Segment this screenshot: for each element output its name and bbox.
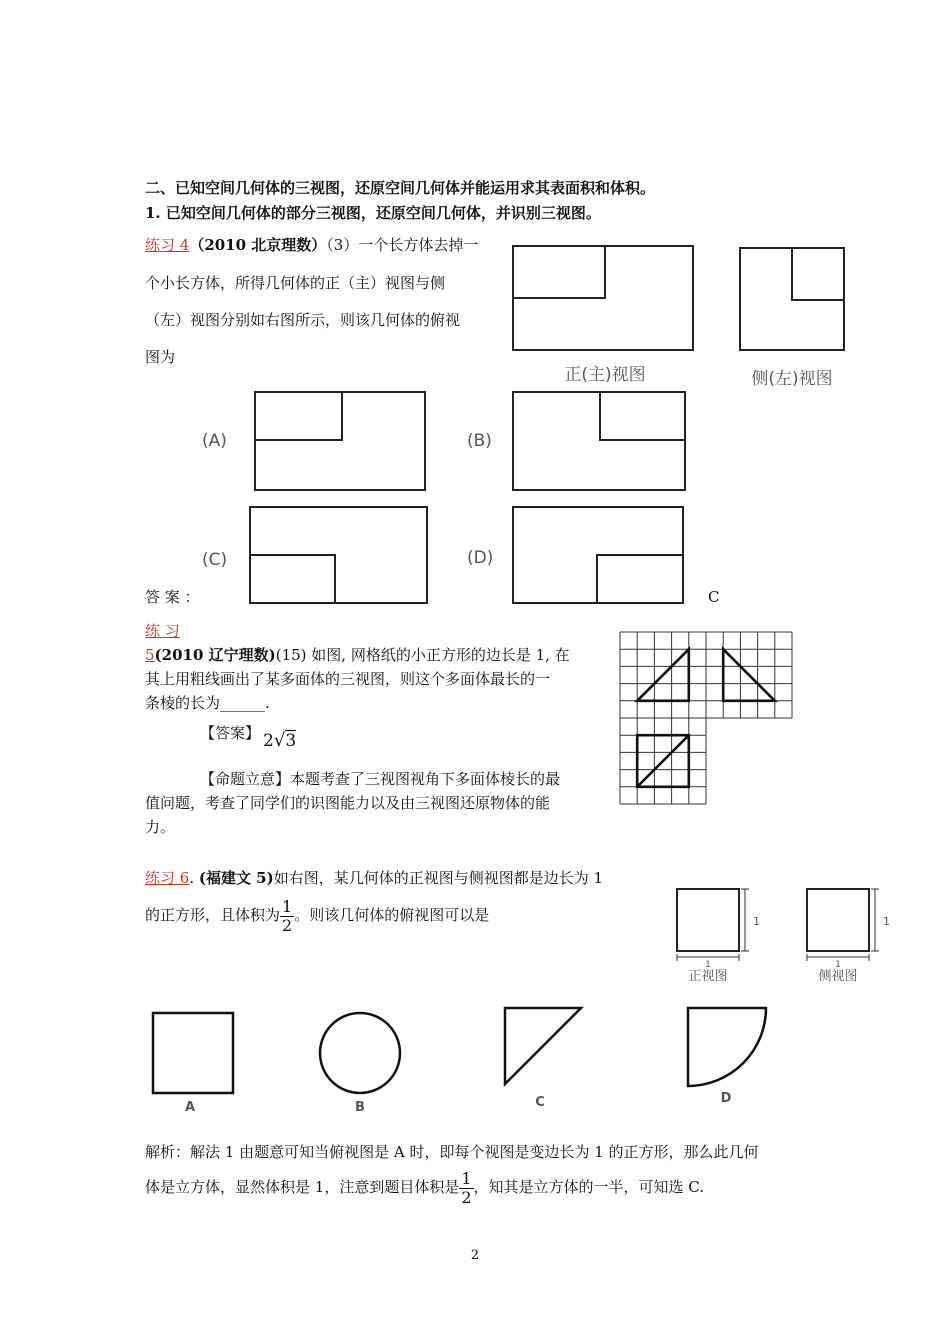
- ex6-option-a-figure[interactable]: [145, 1005, 245, 1115]
- ex5-line2: 其上用粗线画出了某多面体的三视图，则这个多面体最长的一: [145, 670, 551, 688]
- ex5-intent-line2: 值问题，考查了同学们的识图能力以及由三视图还原物体的能: [145, 794, 551, 812]
- ex4-front-view-figure: [505, 232, 705, 387]
- ex6-source: (福建文 5): [198, 869, 274, 887]
- ex4-line3: （左）视图分别如右图所示，则该几何体的俯视: [145, 311, 461, 329]
- ex4-source: （2010 北京理数）: [189, 236, 327, 254]
- ex5-source: (2010 辽宁理数): [154, 646, 276, 664]
- ex6-label[interactable]: 练习 6: [145, 869, 190, 887]
- subheading: 1. 已知空间几何体的部分三视图，还原空间几何体，并识别三视图。: [145, 204, 601, 222]
- ex4-option-d-figure[interactable]: [465, 503, 690, 607]
- ex6-side-view-figure: [795, 875, 905, 985]
- solution-fraction: $\frac{1}{2}$: [461, 1168, 472, 1207]
- ex4-answer-label: 答 案 ：: [145, 588, 200, 606]
- ex5-line3: 条棱的长为______.: [145, 694, 270, 712]
- solution-line2: 体是立方体，显然体积是 1，注意到题目体积是 $\frac{1}{2}$ ，知其是立方体的一半，可知选 C.: [145, 1168, 704, 1207]
- ex4-line1: 练习 4（2010 北京理数）（3）一个长方体去掉一: [145, 236, 479, 254]
- ex6-option-c-label: C: [535, 1095, 545, 1110]
- svg-text:1: 1: [705, 960, 711, 970]
- ex5-intent-line3: 力。: [145, 818, 176, 836]
- ex4-side-view-figure: [728, 232, 863, 392]
- ex6-option-d-label: D: [720, 1091, 732, 1106]
- ex4-option-c-figure[interactable]: [200, 503, 432, 607]
- ex4-line4: 图为: [145, 348, 176, 366]
- ex4-line2: 个小长方体，所得几何体的正（主）视图与侧: [145, 274, 446, 292]
- svg-text:1: 1: [753, 915, 760, 928]
- ex6-line1: 练习 6. (福建文 5)如右图，某几何体的正视图与侧视图都是边长为 1: [145, 869, 604, 887]
- ex4-answer-value: C: [708, 588, 720, 606]
- ex6-option-d-figure[interactable]: [680, 1000, 780, 1115]
- ex5-answer-tag: 【答案】: [200, 724, 261, 742]
- ex4-option-a-figure[interactable]: [200, 388, 432, 496]
- ex4-option-c-label: (C): [202, 550, 228, 570]
- ex6-option-c-figure[interactable]: [495, 1000, 595, 1115]
- ex6-side-caption: 侧视图: [818, 969, 858, 984]
- ex4-option-b-figure[interactable]: [465, 388, 690, 496]
- ex6-front-view-figure: [665, 875, 775, 985]
- ex6-option-a-label: A: [184, 1100, 196, 1115]
- ex4-label[interactable]: 练习 4: [145, 236, 190, 254]
- ex6-line2: 的正方形，且体积为 $\frac{1}{2}$ 。则该几何体的俯视图可以是: [145, 896, 490, 935]
- ex5-label[interactable]: 练 习: [145, 622, 180, 640]
- ex5-label-number[interactable]: 5: [145, 646, 155, 664]
- ex4-option-b-label: (B): [467, 431, 492, 451]
- ex4-side-caption: 侧(左)视图: [751, 369, 833, 389]
- ex6-option-b-label: B: [355, 1100, 365, 1115]
- svg-text:1: 1: [835, 960, 841, 970]
- ex5-line1: 5(2010 辽宁理数)(15) 如图, 网格纸的小正方形的边长是 1, 在: [145, 646, 570, 664]
- section-heading: 二、已知空间几何体的三视图，还原空间几何体并能运用求其表面积和体积。: [145, 179, 656, 197]
- ex5-intent-line1: 【命题立意】本题考查了三视图视角下多面体棱长的最: [200, 770, 561, 788]
- ex4-front-caption: 正(主)视图: [564, 365, 646, 385]
- ex5-grid-figure: [618, 630, 796, 808]
- page-number: 2: [470, 1248, 480, 1263]
- ex6-option-b-figure[interactable]: [315, 1005, 415, 1115]
- ex5-answer-value: 2√3: [263, 730, 297, 751]
- solution-line1: 解析：解法 1 由题意可知当俯视图是 A 时，即每个视图是变边长为 1 的正方形，那么此几何: [145, 1143, 759, 1161]
- ex4-option-a-label: (A): [202, 431, 227, 451]
- svg-text:1: 1: [883, 915, 890, 928]
- ex6-front-caption: 正视图: [688, 969, 728, 984]
- ex6-volume-fraction: $\frac{1}{2}$: [282, 896, 293, 935]
- ex5-intent-tag: 【命题立意】: [200, 770, 291, 788]
- ex4-option-d-label: (D): [467, 548, 494, 568]
